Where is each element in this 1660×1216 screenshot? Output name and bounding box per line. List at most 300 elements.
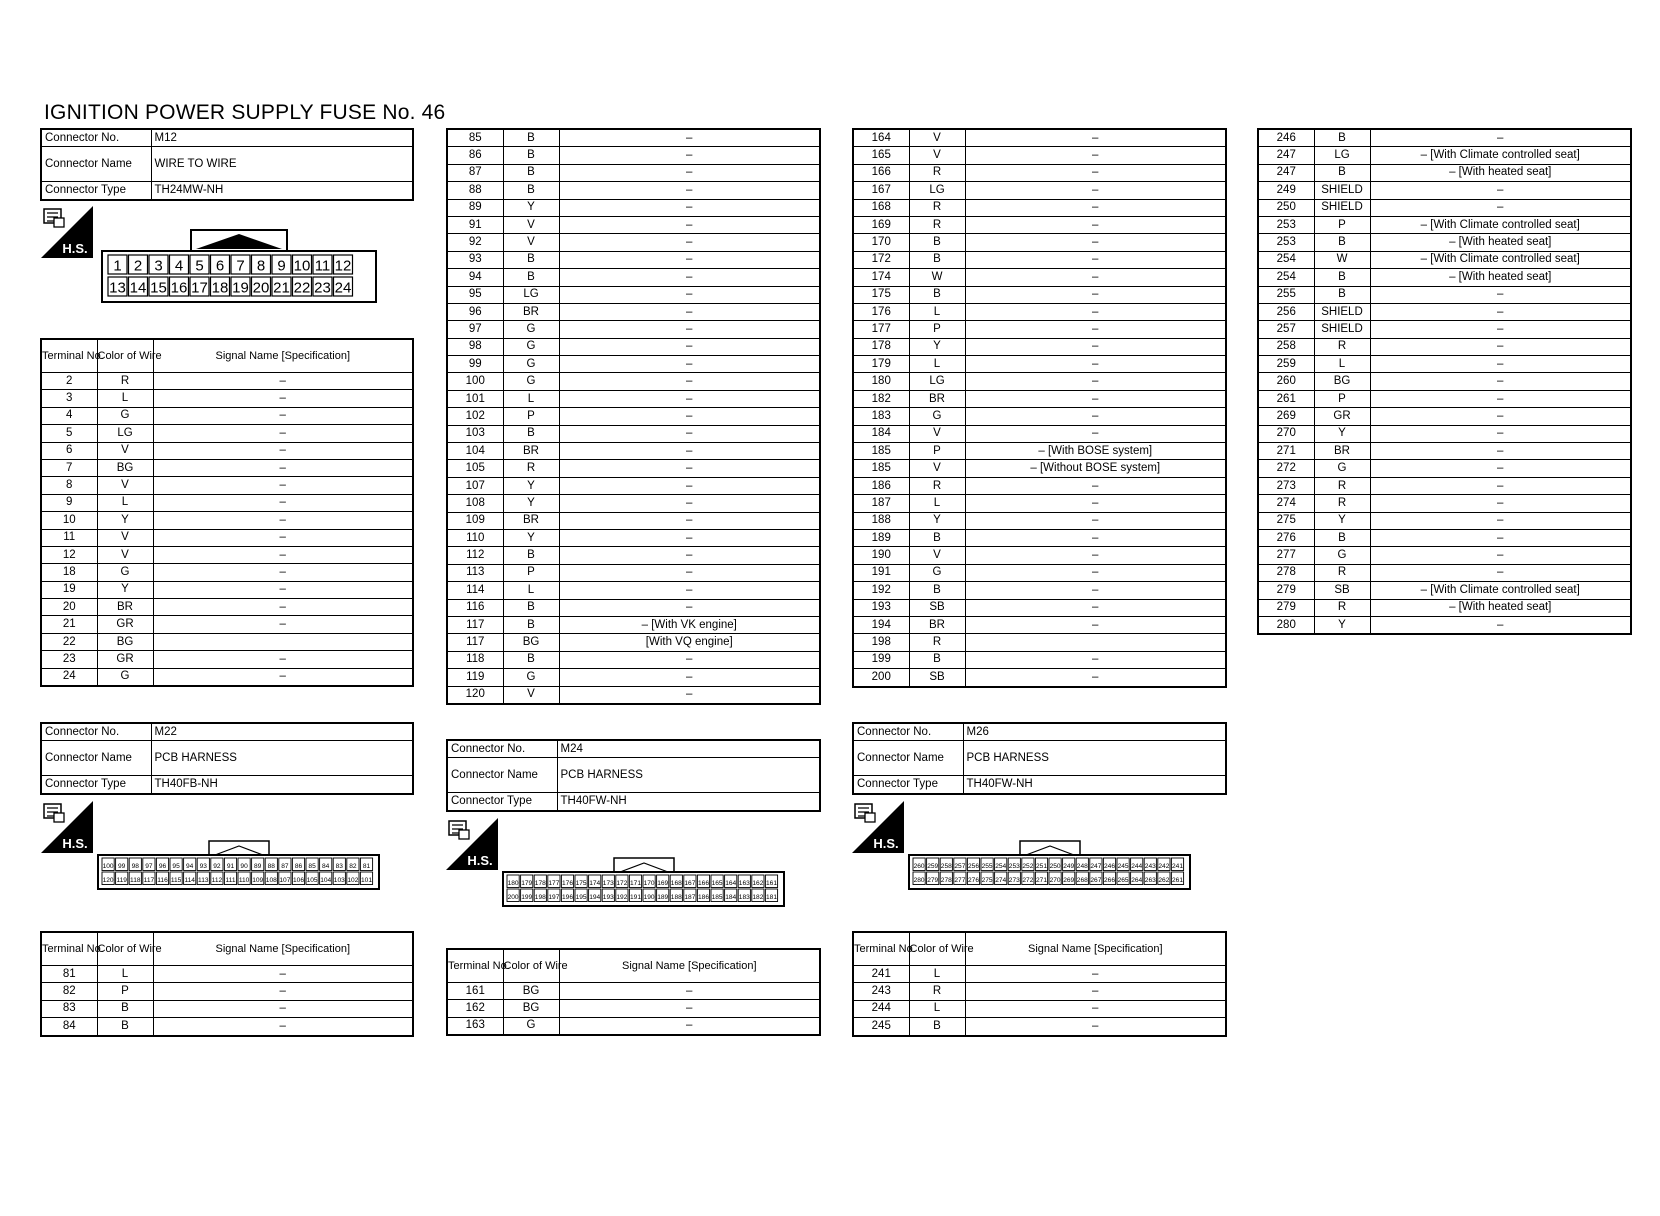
table-row xyxy=(447,321,820,338)
pin-number: 15 xyxy=(150,279,167,297)
terminal-no-cell: 253 xyxy=(1258,216,1314,233)
wire-color-cell: GR xyxy=(1314,408,1370,425)
wire-color-cell: BR xyxy=(909,616,965,633)
table-row xyxy=(1258,582,1631,599)
pin-number: 100 xyxy=(102,862,114,870)
terminal-no-cell: 194 xyxy=(853,616,909,633)
table-row xyxy=(1258,164,1631,181)
terminal-no-cell: 162 xyxy=(447,1000,503,1017)
pin-number: 5 xyxy=(195,257,204,275)
wire-color-cell: R xyxy=(909,164,965,181)
table-row xyxy=(447,147,820,164)
signal-name-cell: – xyxy=(559,373,820,390)
signal-name-cell: – [Without BOSE system] xyxy=(965,460,1226,477)
signal-name-cell: – xyxy=(153,1018,413,1036)
terminal-no-cell: 176 xyxy=(853,303,909,320)
table-row xyxy=(447,443,820,460)
wire-color-cell: L xyxy=(503,582,559,599)
signal-name-cell: – xyxy=(965,269,1226,286)
signal-name-cell: – xyxy=(1370,390,1631,407)
pin-number: 248 xyxy=(1076,862,1088,870)
table-row xyxy=(1258,303,1631,320)
pin-number: 2 xyxy=(133,257,143,275)
terminal-no-cell: 98 xyxy=(447,338,503,355)
signal-name-cell: – xyxy=(965,286,1226,303)
signal-name-cell: – xyxy=(153,373,413,390)
table-row xyxy=(41,442,413,459)
table-row xyxy=(41,581,413,598)
terminal-no-cell: 184 xyxy=(853,425,909,442)
terminal-no-cell: 177 xyxy=(853,321,909,338)
table-row xyxy=(1258,529,1631,546)
pin-number: 175 xyxy=(575,879,587,887)
pin-number: 120 xyxy=(102,876,114,884)
pin-number: 22 xyxy=(293,279,311,297)
pin-number: 162 xyxy=(752,879,764,887)
pin-number: 10 xyxy=(293,257,311,275)
pin-number: 269 xyxy=(1063,876,1075,884)
signal-name-cell: – xyxy=(1370,182,1631,199)
wire-color-cell: P xyxy=(503,564,559,581)
signal-name-cell: – xyxy=(153,442,413,459)
terminal-no-cell: 97 xyxy=(447,321,503,338)
terminal-no-cell: 117 xyxy=(447,616,503,633)
table-row xyxy=(447,1000,820,1017)
pin-number: 188 xyxy=(670,893,682,901)
terminal-no-cell: 172 xyxy=(853,251,909,268)
signal-name-cell: – xyxy=(559,460,820,477)
table-row xyxy=(447,686,820,704)
pin-number: 195 xyxy=(575,893,587,901)
pin-number: 200 xyxy=(507,893,519,901)
pin-number: 90 xyxy=(240,862,248,870)
wire-color-cell: Y xyxy=(1314,616,1370,634)
terminal-no-cell: 199 xyxy=(853,651,909,668)
wire-color-cell: V xyxy=(97,477,153,494)
pin-number: 112 xyxy=(211,876,223,884)
wire-color-cell: R xyxy=(1314,495,1370,512)
wire-color-cell: B xyxy=(97,1000,153,1017)
terminal-no-cell: 169 xyxy=(853,216,909,233)
terminal-no-cell: 119 xyxy=(447,669,503,686)
table-row xyxy=(41,425,413,442)
pin-number: 16 xyxy=(170,279,188,297)
pin-number: 172 xyxy=(616,879,628,887)
connector-type-label: Connector Type xyxy=(41,182,151,200)
pin-number: 82 xyxy=(349,862,357,870)
pin-number: 256 xyxy=(967,862,980,870)
terminal-no-cell: 87 xyxy=(447,164,503,181)
table-row xyxy=(447,234,820,251)
pin-number: 86 xyxy=(294,862,303,870)
signal-name-cell: – xyxy=(1370,547,1631,564)
wire-color-cell: V xyxy=(97,442,153,459)
connector-face-m26 xyxy=(908,840,1191,890)
pin-number: 9 xyxy=(277,257,286,275)
signal-name-cell: – xyxy=(965,373,1226,390)
header-color-of-wire: Color of Wire xyxy=(97,339,153,373)
wire-color-cell: G xyxy=(909,408,965,425)
terminal-no-cell: 250 xyxy=(1258,199,1314,216)
pin-number: 113 xyxy=(198,876,209,884)
pin-number: 246 xyxy=(1103,862,1116,870)
wire-color-cell: Y xyxy=(503,529,559,546)
wire-color-cell: B xyxy=(503,182,559,199)
wire-color-cell: BG xyxy=(503,1000,559,1017)
signal-name-cell: – xyxy=(153,564,413,581)
terminal-no-cell: 167 xyxy=(853,182,909,199)
signal-name-cell: – xyxy=(965,147,1226,164)
table-row xyxy=(853,164,1226,181)
terminal-no-cell: 182 xyxy=(853,390,909,407)
signal-name-cell: – [With Climate controlled seat] xyxy=(1370,582,1631,599)
pin-number: 181 xyxy=(765,893,778,901)
pin-number: 102 xyxy=(347,876,359,884)
wire-color-cell: BG xyxy=(503,983,559,1000)
terminal-no-cell: 100 xyxy=(447,373,503,390)
wire-color-cell: BG xyxy=(97,459,153,476)
wire-color-cell: B xyxy=(503,147,559,164)
signal-name-cell: – [With heated seat] xyxy=(1370,234,1631,251)
terminal-no-cell: 161 xyxy=(447,983,503,1000)
table-row xyxy=(41,390,413,407)
signal-name-cell: – xyxy=(559,477,820,494)
wire-color-cell: SHIELD xyxy=(1314,182,1370,199)
pin-number: 241 xyxy=(1171,862,1184,870)
pin-number: 271 xyxy=(1035,876,1048,884)
wire-color-cell: B xyxy=(97,1018,153,1036)
signal-name-cell: – xyxy=(1370,356,1631,373)
pin-number: 263 xyxy=(1144,876,1156,884)
signal-name-cell: – xyxy=(559,669,820,686)
table-row xyxy=(1258,356,1631,373)
pin-number: 252 xyxy=(1022,862,1034,870)
wire-color-cell: BG xyxy=(503,634,559,651)
terminal-table-m26-start xyxy=(852,931,1227,1037)
terminal-no-cell: 272 xyxy=(1258,460,1314,477)
table-row xyxy=(853,547,1226,564)
wire-color-cell: L xyxy=(909,966,965,983)
pin-number: 110 xyxy=(238,876,250,884)
connector-name-value: PCB HARNESS xyxy=(963,741,1226,776)
pin-number: 189 xyxy=(657,893,669,901)
terminal-no-cell: 102 xyxy=(447,408,503,425)
signal-name-cell: – [With BOSE system] xyxy=(965,443,1226,460)
terminal-no-cell: 166 xyxy=(853,164,909,181)
terminal-no-cell: 192 xyxy=(853,582,909,599)
terminal-no-cell: 86 xyxy=(447,147,503,164)
signal-name-cell: – xyxy=(559,129,820,147)
pin-number: 3 xyxy=(154,257,163,275)
terminal-no-cell: 103 xyxy=(447,425,503,442)
terminal-no-cell: 120 xyxy=(447,686,503,704)
wire-color-cell: B xyxy=(503,425,559,442)
terminal-no-cell: 241 xyxy=(853,966,909,983)
terminal-no-cell: 22 xyxy=(41,633,97,650)
table-row xyxy=(853,408,1226,425)
table-row xyxy=(1258,425,1631,442)
wire-color-cell: L xyxy=(503,390,559,407)
signal-name-cell: – xyxy=(965,321,1226,338)
signal-name-cell: – xyxy=(153,425,413,442)
connector-type-value: TH40FW-NH xyxy=(557,793,820,811)
wire-color-cell: L xyxy=(909,1000,965,1017)
pin-number: 106 xyxy=(292,876,305,884)
terminal-no-cell: 89 xyxy=(447,199,503,216)
pin-number: 174 xyxy=(589,879,601,887)
table-row xyxy=(1258,477,1631,494)
terminal-no-cell: 10 xyxy=(41,512,97,529)
table-row xyxy=(1258,547,1631,564)
signal-name-cell xyxy=(965,634,1226,651)
pin-number: 268 xyxy=(1076,876,1088,884)
table-row xyxy=(853,269,1226,286)
signal-name-cell: – xyxy=(965,1000,1226,1017)
pin-number: 107 xyxy=(279,876,291,884)
terminal-no-cell: 185 xyxy=(853,443,909,460)
wire-color-cell: B xyxy=(1314,129,1370,147)
terminal-no-cell: 246 xyxy=(1258,129,1314,147)
pin-number: 179 xyxy=(521,879,533,887)
hs-label: H.S. xyxy=(467,853,493,868)
terminal-no-cell: 198 xyxy=(853,634,909,651)
table-row xyxy=(1258,460,1631,477)
table-row xyxy=(447,408,820,425)
terminal-no-cell: 117 xyxy=(447,634,503,651)
table-row xyxy=(447,356,820,373)
pin-number: 255 xyxy=(981,862,993,870)
wire-color-cell: B xyxy=(909,286,965,303)
pin-number: 99 xyxy=(118,862,126,870)
terminal-no-cell: 175 xyxy=(853,286,909,303)
table-row xyxy=(853,616,1226,633)
connector-name-value: PCB HARNESS xyxy=(557,758,820,793)
table-row xyxy=(1258,390,1631,407)
connector-name-label: Connector Name xyxy=(853,741,963,776)
table-row xyxy=(853,529,1226,546)
signal-name-cell: – xyxy=(1370,443,1631,460)
terminal-no-cell: 185 xyxy=(853,460,909,477)
pin-number: 251 xyxy=(1035,862,1048,870)
pin-number: 242 xyxy=(1158,862,1170,870)
signal-name-cell: – xyxy=(965,582,1226,599)
terminal-no-cell: 188 xyxy=(853,512,909,529)
table-row xyxy=(1258,512,1631,529)
wire-color-cell: G xyxy=(97,407,153,424)
table-row xyxy=(447,373,820,390)
table-row xyxy=(41,512,413,529)
table-row xyxy=(41,459,413,476)
wire-color-cell: G xyxy=(503,1017,559,1035)
table-row xyxy=(853,983,1226,1000)
wire-color-cell: LG xyxy=(909,373,965,390)
terminal-no-cell: 2 xyxy=(41,373,97,390)
connector-type-label: Connector Type xyxy=(853,776,963,794)
pin-number: 183 xyxy=(738,893,750,901)
connector-info-m12 xyxy=(40,128,414,201)
pin-number: 267 xyxy=(1090,876,1102,884)
table-row xyxy=(447,338,820,355)
signal-name-cell: – xyxy=(965,356,1226,373)
terminal-no-cell: 101 xyxy=(447,390,503,407)
table-row xyxy=(41,966,413,983)
pin-number: 260 xyxy=(913,862,925,870)
signal-name-cell: – xyxy=(1370,495,1631,512)
connector-no-label: Connector No. xyxy=(853,723,963,741)
terminal-no-cell: 92 xyxy=(447,234,503,251)
header-color-of-wire: Color of Wire xyxy=(97,932,153,966)
pin-number: 259 xyxy=(927,862,939,870)
table-row xyxy=(853,286,1226,303)
table-row xyxy=(1258,286,1631,303)
wire-color-cell: B xyxy=(1314,269,1370,286)
signal-name-cell: – xyxy=(153,529,413,546)
table-row xyxy=(853,443,1226,460)
table-row xyxy=(1258,251,1631,268)
wire-color-cell: Y xyxy=(503,199,559,216)
connector-type-label: Connector Type xyxy=(447,793,557,811)
table-row xyxy=(447,425,820,442)
terminal-no-cell: 249 xyxy=(1258,182,1314,199)
signal-name-cell: – xyxy=(153,599,413,616)
pin-number: 173 xyxy=(602,879,614,887)
wire-color-cell: R xyxy=(97,373,153,390)
table-row xyxy=(447,477,820,494)
pin-number: 14 xyxy=(129,279,147,297)
table-row xyxy=(447,669,820,686)
signal-name-cell: – xyxy=(965,390,1226,407)
table-row xyxy=(41,633,413,650)
table-row xyxy=(1258,269,1631,286)
signal-name-cell: – xyxy=(559,512,820,529)
signal-name-cell: – xyxy=(153,407,413,424)
wire-color-cell: Y xyxy=(909,512,965,529)
pin-number: 89 xyxy=(254,862,262,870)
connector-name-value: PCB HARNESS xyxy=(151,741,413,776)
pin-number: 178 xyxy=(534,879,546,887)
pin-number: 254 xyxy=(995,862,1007,870)
pin-number: 115 xyxy=(170,876,182,884)
terminal-no-cell: 257 xyxy=(1258,321,1314,338)
wire-color-cell: LG xyxy=(1314,147,1370,164)
wire-color-cell: V xyxy=(909,129,965,147)
table-row xyxy=(41,529,413,546)
table-row xyxy=(447,616,820,633)
wire-color-cell: LG xyxy=(909,182,965,199)
connector-name-label: Connector Name xyxy=(447,758,557,793)
wire-color-cell: L xyxy=(909,356,965,373)
table-row xyxy=(853,199,1226,216)
pin-number: 20 xyxy=(252,279,270,297)
terminal-no-cell: 112 xyxy=(447,547,503,564)
pin-number: 4 xyxy=(174,257,184,275)
table-row xyxy=(853,651,1226,668)
table-row xyxy=(447,582,820,599)
pin-number: 92 xyxy=(213,862,221,870)
terminal-no-cell: 276 xyxy=(1258,529,1314,546)
pin-number: 19 xyxy=(232,279,249,297)
pin-number: 88 xyxy=(267,862,275,870)
wire-color-cell: L xyxy=(909,495,965,512)
terminal-table-m12 xyxy=(40,338,414,687)
signal-name-cell: – xyxy=(559,216,820,233)
terminal-no-cell: 93 xyxy=(447,251,503,268)
terminal-no-cell: 170 xyxy=(853,234,909,251)
signal-name-cell: – xyxy=(965,251,1226,268)
signal-name-cell: – xyxy=(965,216,1226,233)
wire-color-cell: R xyxy=(909,199,965,216)
terminal-no-cell: 95 xyxy=(447,286,503,303)
wire-color-cell: R xyxy=(909,216,965,233)
table-row xyxy=(853,425,1226,442)
table-row xyxy=(41,494,413,511)
table-row xyxy=(447,460,820,477)
terminal-no-cell: 163 xyxy=(447,1017,503,1035)
wire-color-cell: B xyxy=(909,582,965,599)
wire-color-cell: B xyxy=(503,269,559,286)
pin-number: 266 xyxy=(1103,876,1116,884)
wire-color-cell: LG xyxy=(503,286,559,303)
header-signal-name: Signal Name [Specification] xyxy=(153,932,413,966)
table-row xyxy=(41,616,413,633)
signal-name-cell: – xyxy=(559,286,820,303)
signal-name-cell: – xyxy=(153,1000,413,1017)
table-row xyxy=(1258,182,1631,199)
connector-type-value: TH24MW-NH xyxy=(151,182,413,200)
pin-number: 190 xyxy=(643,893,655,901)
signal-name-cell: – xyxy=(965,564,1226,581)
signal-name-cell: – [With Climate controlled seat] xyxy=(1370,251,1631,268)
wire-color-cell: BG xyxy=(1314,373,1370,390)
pin-number: 273 xyxy=(1008,876,1020,884)
terminal-no-cell: 174 xyxy=(853,269,909,286)
pin-number: 277 xyxy=(954,876,966,884)
terminal-no-cell: 200 xyxy=(853,669,909,687)
wire-color-cell: R xyxy=(503,460,559,477)
table-row xyxy=(447,390,820,407)
wire-color-cell: B xyxy=(909,234,965,251)
terminal-no-cell: 275 xyxy=(1258,512,1314,529)
signal-name-cell: – xyxy=(559,599,820,616)
pin-number: 93 xyxy=(199,862,207,870)
pin-number: 163 xyxy=(738,879,750,887)
pin-number: 13 xyxy=(109,279,126,297)
connector-info-m22 xyxy=(40,722,414,795)
wire-color-cell: B xyxy=(503,547,559,564)
wire-color-cell: G xyxy=(503,669,559,686)
wire-color-cell: Y xyxy=(909,338,965,355)
terminal-no-cell: 83 xyxy=(41,1000,97,1017)
pin-number: 98 xyxy=(131,862,139,870)
table-row xyxy=(1258,321,1631,338)
wire-color-cell: R xyxy=(909,634,965,651)
table-row xyxy=(41,651,413,668)
wire-color-cell: V xyxy=(909,147,965,164)
terminal-no-cell: 6 xyxy=(41,442,97,459)
signal-name-cell: – [With Climate controlled seat] xyxy=(1370,147,1631,164)
terminal-no-cell: 85 xyxy=(447,129,503,147)
pin-number: 117 xyxy=(143,876,155,884)
wire-color-cell: SHIELD xyxy=(1314,321,1370,338)
signal-name-cell: – xyxy=(559,547,820,564)
signal-name-cell: – xyxy=(965,408,1226,425)
signal-name-cell: – xyxy=(965,477,1226,494)
signal-name-cell: – xyxy=(559,529,820,546)
terminal-no-cell: 81 xyxy=(41,966,97,983)
terminal-no-cell: 261 xyxy=(1258,390,1314,407)
terminal-no-cell: 180 xyxy=(853,373,909,390)
terminal-no-cell: 91 xyxy=(447,216,503,233)
